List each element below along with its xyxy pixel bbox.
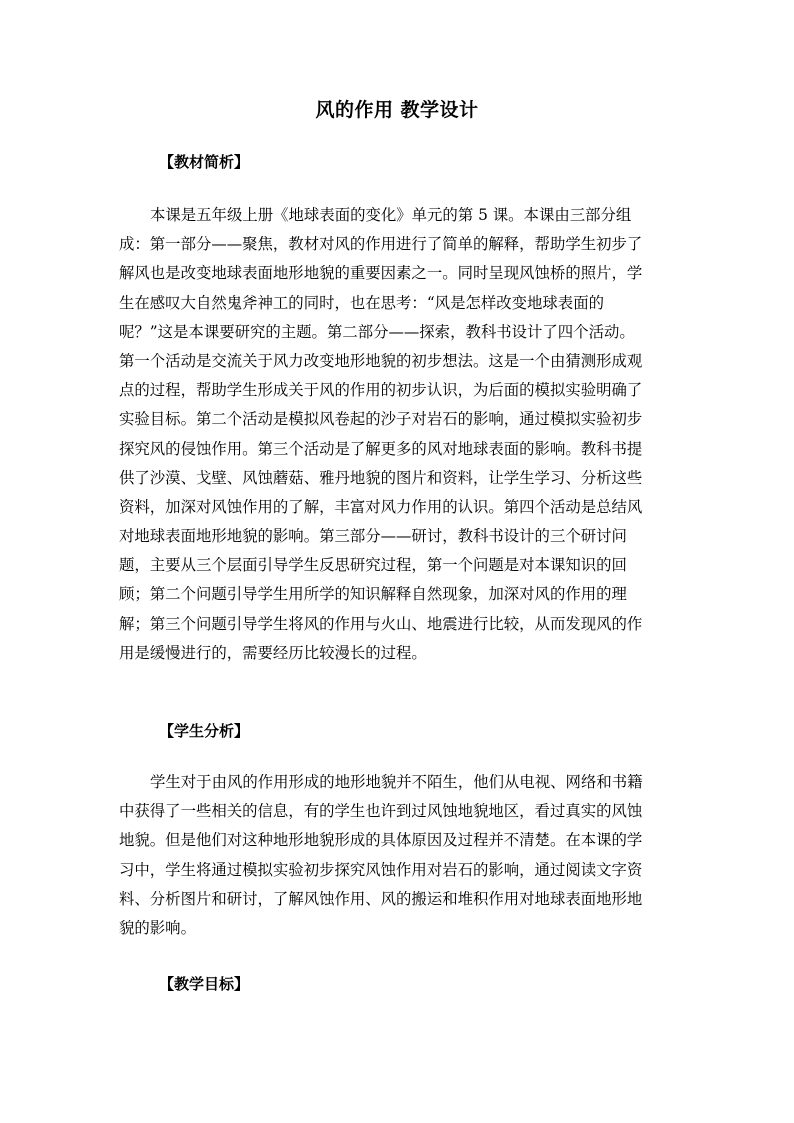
paragraph-line: 点的过程，帮助学生形成关于风的作用的初步认识，为后面的模拟实验明确了	[119, 381, 643, 400]
paragraph-line: 资料，加深对风蚀作用的了解，丰富对风力作用的认识。第四个活动是总结风	[119, 497, 643, 516]
paragraph-line: 探究风的侵蚀作用。第三个活动是了解更多的风对地球表面的影响。教科书提	[119, 439, 643, 458]
paragraph-line: 貌的影响。	[119, 918, 196, 937]
section-heading-teaching-objectives: 【教学目标】	[159, 975, 250, 993]
paragraph-line: 中获得了一些相关的信息，有的学生也许到过风蚀地貌地区，看过真实的风蚀	[119, 802, 643, 821]
paragraph-line: 成：第一部分——聚焦，教材对风的作用进行了简单的解释，帮助学生初步了	[119, 235, 643, 254]
paragraph-line: 地貌。但是他们对这种地形地貌形成的具体原因及过程并不清楚。在本课的学	[119, 831, 643, 850]
paragraph-line: 生在感叹大自然鬼斧神工的同时，也在思考：“风是怎样改变地球表面的	[119, 293, 604, 312]
paragraph-line: 题，主要从三个层面引导学生反思研究过程，第一个问题是对本课知识的回	[119, 556, 627, 575]
section-heading-student-analysis: 【学生分析】	[159, 722, 250, 740]
paragraph-line: 供了沙漠、戈壁、风蚀蘑菇、雅丹地貌的图片和资料，让学生学习、分析这些	[119, 468, 643, 487]
paragraph-line: 料、分析图片和研讨，了解风蚀作用、风的搬运和堆积作用对地球表面地形地	[119, 889, 643, 908]
paragraph-line: 对地球表面地形地貌的影响。第三部分——研讨，教科书设计的三个研讨问	[119, 527, 627, 546]
paragraph-line: 习中，学生将通过模拟实验初步探究风蚀作用对岩石的影响，通过阅读文字资	[119, 860, 643, 879]
page-title: 风的作用 教学设计	[315, 99, 479, 121]
paragraph-line: 顾；第二个问题引导学生用所学的知识解释自然现象，加深对风的作用的理	[119, 585, 627, 604]
paragraph-line: 解；第三个问题引导学生将风的作用与火山、地震进行比较，从而发现风的作	[119, 614, 643, 633]
paragraph-line: 本课是五年级上册《地球表面的变化》单元的第 5 课。本课由三部分组	[150, 206, 632, 224]
paragraph-line: 用是缓慢进行的，需要经历比较漫长的过程。	[119, 643, 427, 662]
paragraph-line: 学生对于由风的作用形成的地形地貌并不陌生，他们从电视、网络和书籍	[150, 773, 643, 791]
paragraph-line: 解风也是改变地球表面地形地貌的重要因素之一。同时呈现风蚀桥的照片，学	[119, 264, 643, 283]
paragraph-line: 第一个活动是交流关于风力改变地形地貌的初步想法。这是一个由猜测形成观	[119, 351, 643, 370]
paragraph-line: 呢？”这是本课要研究的主题。第二部分——探索，教科书设计了四个活动。	[119, 322, 635, 341]
paragraph-student-analysis	[119, 768, 671, 943]
paragraph-textbook-analysis	[119, 201, 671, 668]
section-heading-textbook-analysis: 【教材简析】	[159, 153, 250, 171]
paragraph-line: 实验目标。第二个活动是模拟风卷起的沙子对岩石的影响，通过模拟实验初步	[119, 410, 643, 429]
